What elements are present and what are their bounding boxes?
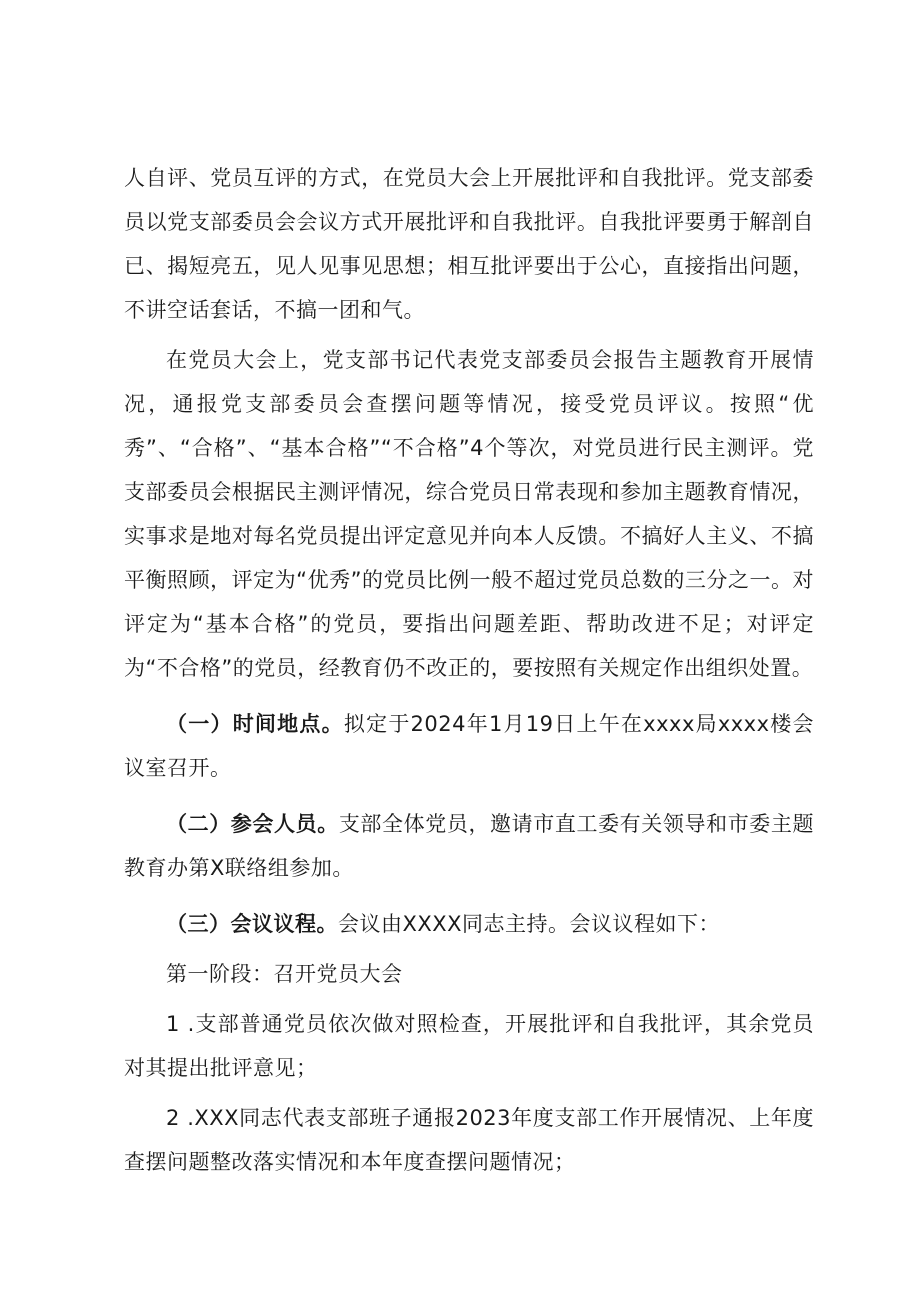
section-time-place xyxy=(124,702,814,790)
list-item xyxy=(124,1096,814,1184)
section-heading-attendees: （二）参会人员。 xyxy=(166,812,339,836)
list-item-number: 2 xyxy=(166,1106,180,1130)
section-text-attendees: 支部全体党员，邀请市直工委有关领导和市委主题教育办第X联络组参加。 xyxy=(124,812,814,880)
section-heading-agenda: （三）会议议程。 xyxy=(166,912,338,936)
section-agenda xyxy=(124,902,814,946)
paragraph-self-criticism: 人自评、党员互评的方式，在党员大会上开展批评和自我批评。党支部委员以党支部委员会会议方式开展批评和自我批评。自我批评要勇于解剖自已、揭短亮五，见人见事见思想；相互批评要出于公心，直接指出问题，不讲空话套话，不搞一团和气。 xyxy=(124,166,814,322)
stage-title: 第一阶段：召开党员大会 xyxy=(166,962,403,986)
list-item-text: .XXX同志代表支部班子通报2023年度支部工作开展情况、上年度查摆问题整改落实情况和本年度查摆问题情况； xyxy=(124,1106,814,1174)
section-attendees xyxy=(124,802,814,890)
document-body xyxy=(124,156,814,1184)
list-item-number: 1 xyxy=(166,1012,180,1036)
list-item-text: .支部普通党员依次做对照检查，开展批评和自我批评，其余党员对其提出批评意见； xyxy=(124,1012,814,1080)
section-text-time-place: 拟定于2024年1月19日上午在xxxx局xxxx楼会议室召开。 xyxy=(124,712,815,780)
section-text-agenda: 会议由XXXX同志主持。会议议程如下： xyxy=(338,912,721,936)
paragraph-party-meeting: 在党员大会上，党支部书记代表党支部委员会报告主题教育开展情况，通报党支部委员会查摆问题等情况，接受党员评议。按照“优秀”、“合格”、“基本合格”“不合格”4个等次，对党员进行民主测评。党支部委员会根据民主测评情况，综合党员日常表现和参加主题教育情况，实事求是地对每名党员提出评定意见并向本人反馈。不搞好人主义、不搞平衡照顾，评定为“优秀”的党员比例一般不超过党员总数的三分之一。对评定为“基本合格”的党员，要指出问题差距、帮助改进不足；对评定为“不合格”的党员，经教育仍不改正的，要按照有关规定作出组织处置。 xyxy=(124,348,814,680)
list-item xyxy=(124,1002,814,1090)
section-heading-time-place: （一）时间地点。 xyxy=(166,712,344,736)
